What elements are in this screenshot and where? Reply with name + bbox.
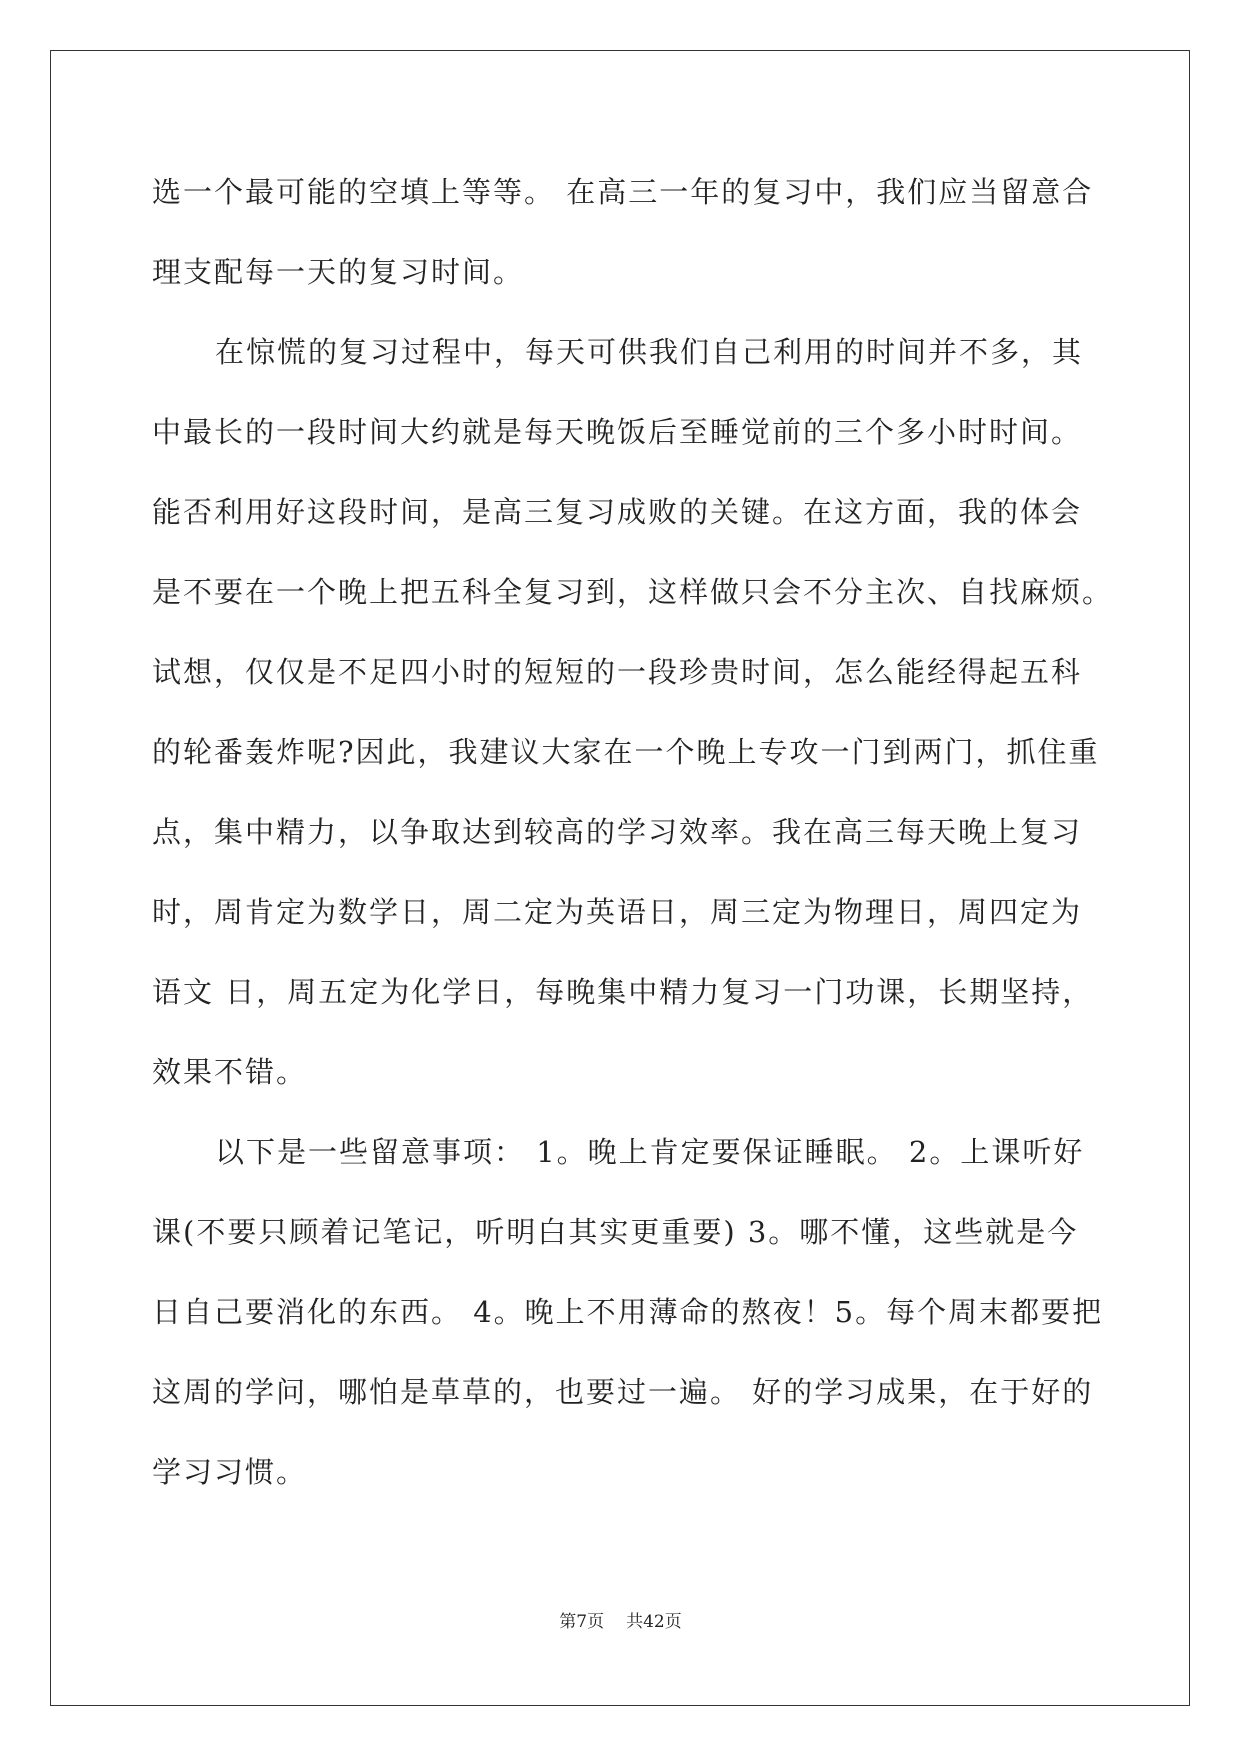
text-line: 时，周肯定为数学日，周二定为英语日，周三定为物理日，周四定为 [152, 895, 1083, 929]
text-line: 选一个最可能的空填上等等。 在高三一年的复习中，我们应当留意合 [152, 175, 1094, 209]
page-total: 共42页 [626, 1612, 682, 1632]
text-line: 点，集中精力，以争取达到较高的学习效率。我在高三每天晚上复习 [152, 815, 1083, 849]
paragraph-first-line: 在惊慌的复习过程中，每天可供我们自己利用的时间并不多，其 [215, 335, 1084, 369]
text-line: 日自己要消化的东西。 4。晚上不用薄命的熬夜！5。每个周末都要把 [152, 1295, 1104, 1329]
text-line: 理支配每一天的复习时间。 [152, 255, 525, 289]
text-line: 的轮番轰炸呢?因此，我建议大家在一个晚上专攻一门到两门，抓住重 [152, 735, 1100, 769]
text-line: 中最长的一段时间大约就是每天晚饭后至睡觉前的三个多小时时间。 [152, 415, 1083, 449]
text-line: 语文 日，周五定为化学日，每晚集中精力复习一门功课，长期坚持， [152, 975, 1094, 1009]
text-line: 试想，仅仅是不足四小时的短短的一段珍贵时间，怎么能经得起五科 [152, 655, 1083, 689]
text-line: 效果不错。 [152, 1055, 308, 1089]
paragraph-first-line: 以下是一些留意事项： 1。晚上肯定要保证睡眠。 2。上课听好 [215, 1135, 1085, 1169]
text-line: 能否利用好这段时间，是高三复习成败的关键。在这方面，我的体会 [152, 495, 1083, 529]
text-line: 这周的学问，哪怕是草草的，也要过一遍。 好的学习成果，在于好的 [152, 1375, 1094, 1409]
text-line: 课(不要只顾着记笔记，听明白其实更重要) 3。哪不懂，这些就是今 [152, 1215, 1079, 1249]
page-footer [0, 1610, 1241, 1634]
text-line: 学习习惯。 [152, 1455, 308, 1489]
text-line: 是不要在一个晚上把五科全复习到，这样做只会不分主次、自找麻烦。 [152, 575, 1114, 609]
page-number: 第7页 [559, 1612, 605, 1632]
